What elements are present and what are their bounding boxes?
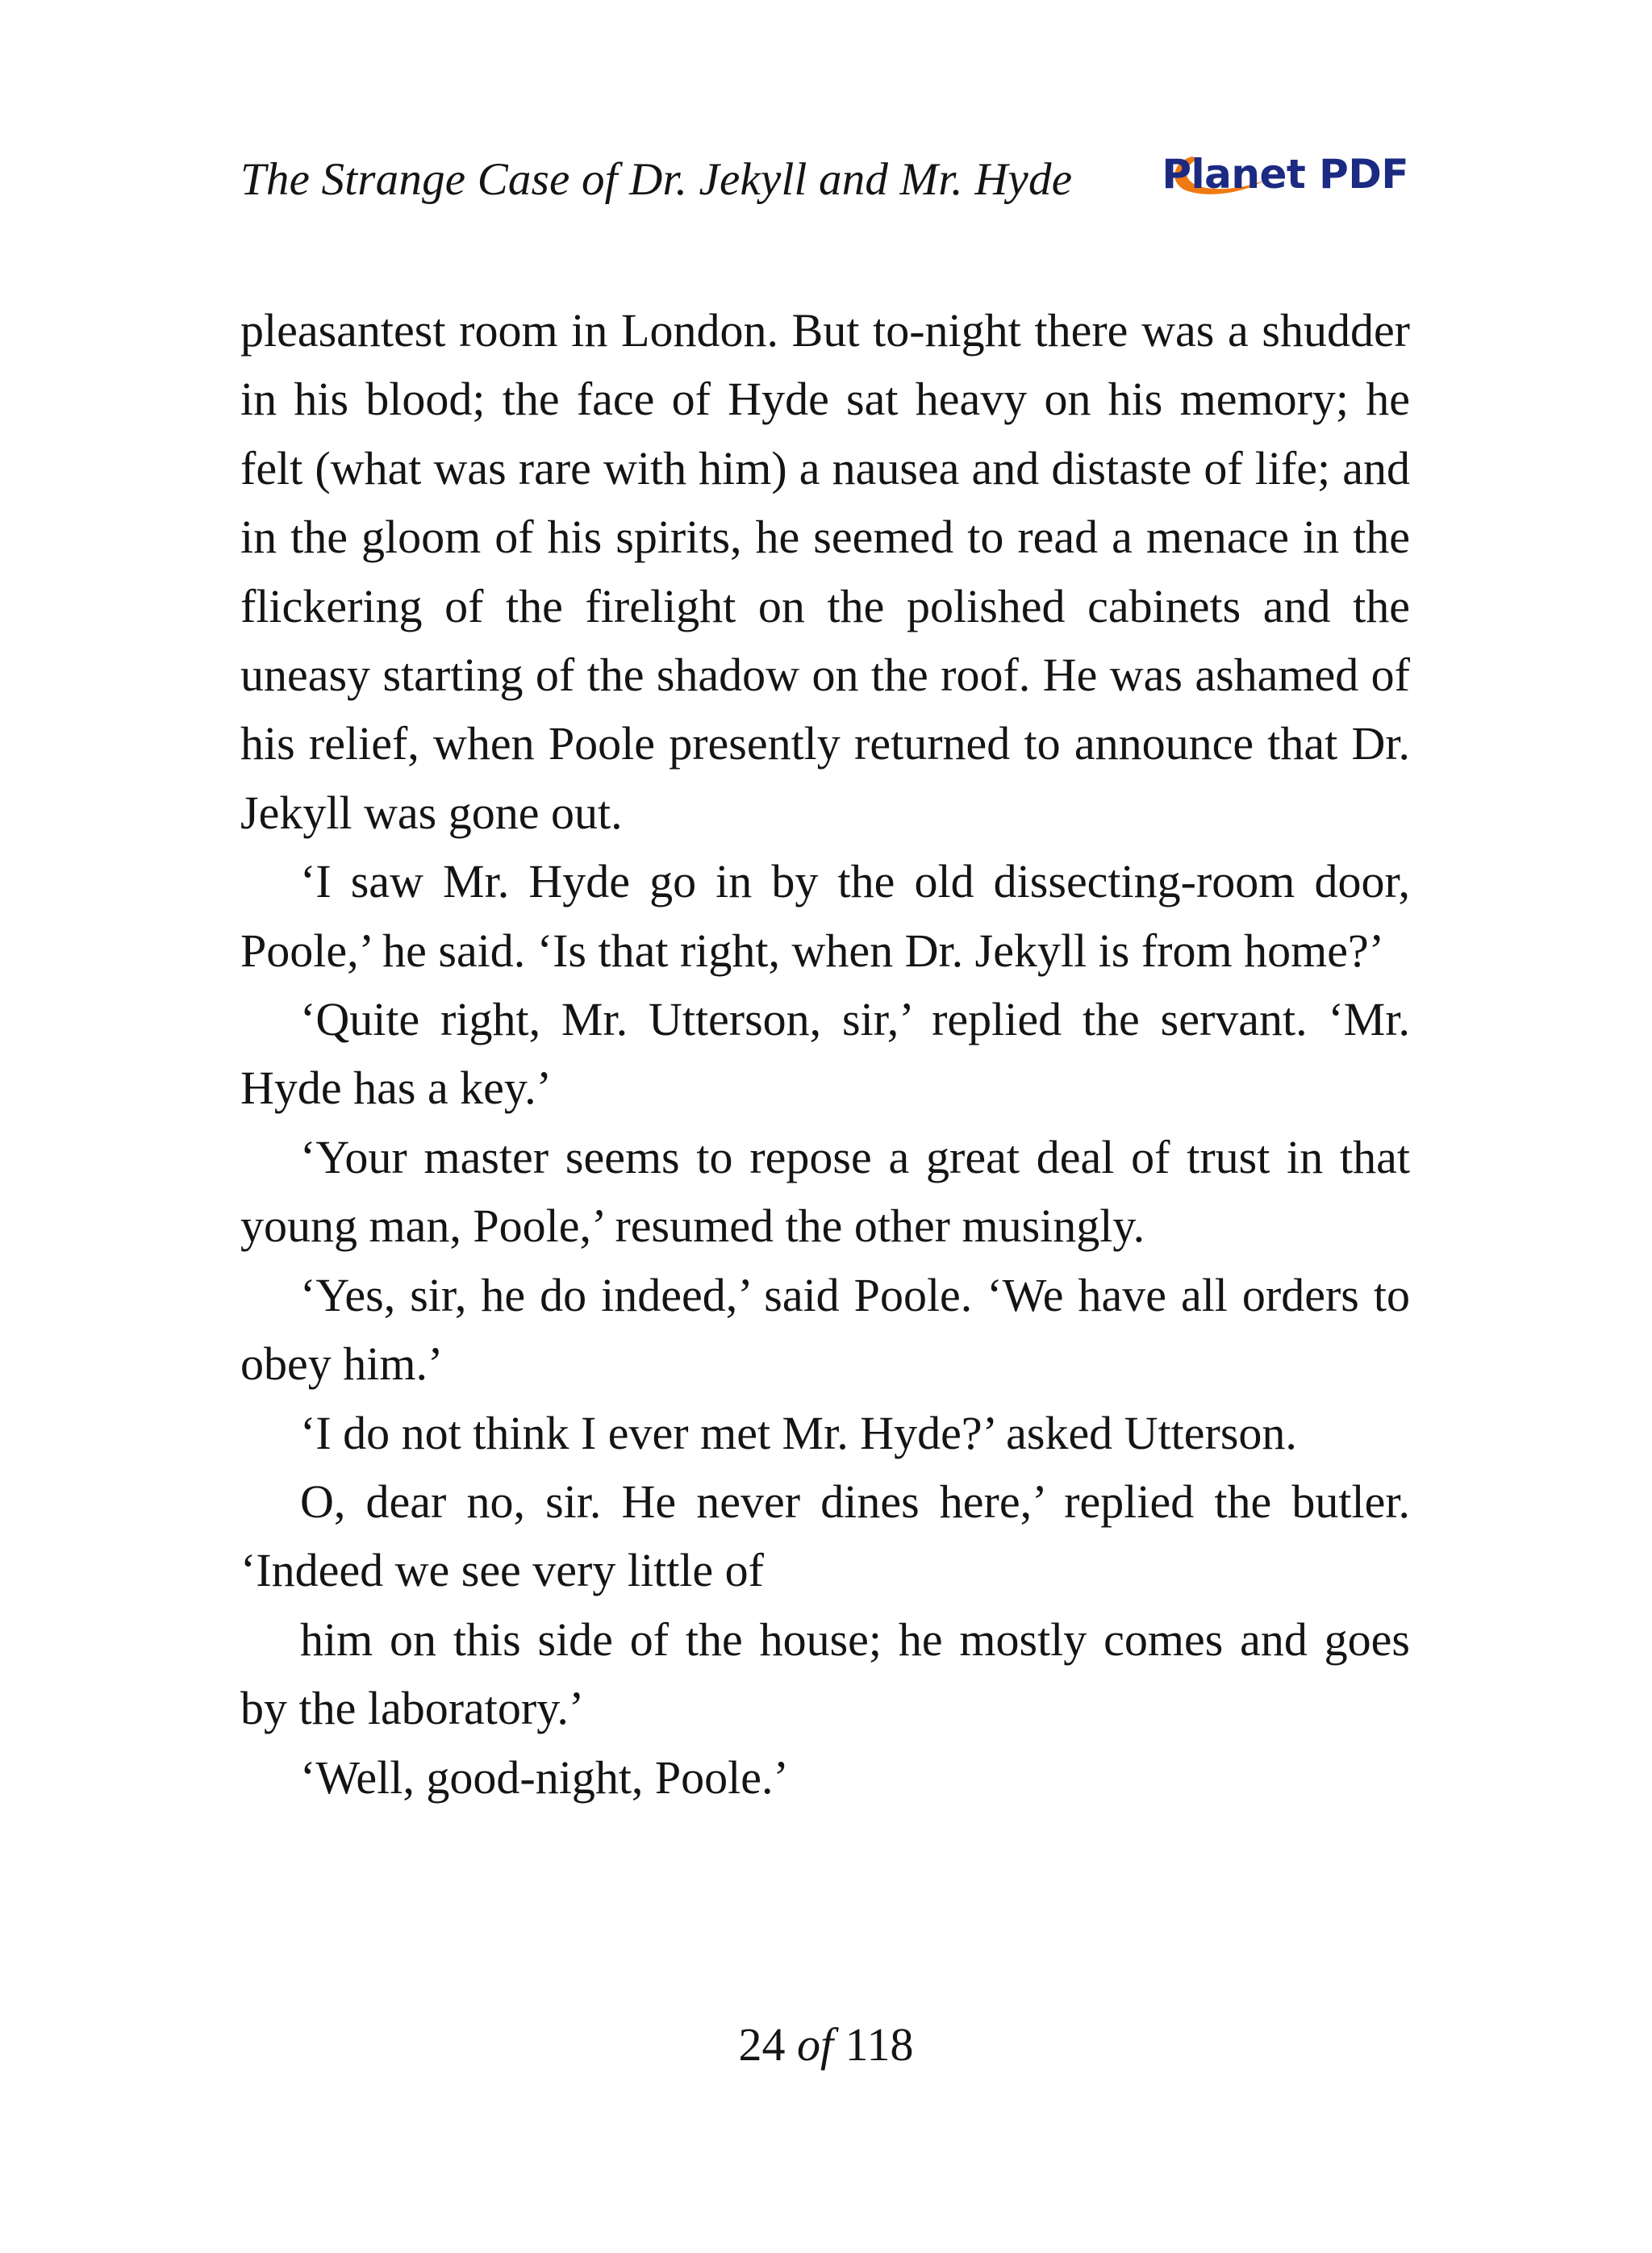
paragraph: ‘I do not think I ever met Mr. Hyde?’ asked Utterson. <box>300 1406 1297 1459</box>
total-pages: 118 <box>845 2018 914 2071</box>
current-page: 24 <box>738 2018 786 2071</box>
book-title: The Strange Case of Dr. Jekyll and Mr. Hyde <box>240 154 1073 205</box>
planet-pdf-logo <box>1162 145 1410 210</box>
paragraph: O, dear no, sir. He never dines here,’ replied the butler. ‘Indeed we see very little of <box>240 1475 1410 1597</box>
paragraph: ‘I saw Mr. Hyde go in by the old dissecting-room door, Poole,’ he said. ‘Is that right, when Dr. Jekyll is from home?’ <box>240 855 1410 977</box>
paragraph: him on this side of the house; he mostly comes and goes by the laboratory.’ <box>240 1613 1410 1735</box>
paragraph: ‘Yes, sir, he do indeed,’ said Poole. ‘We have all orders to obey him.’ <box>240 1268 1410 1391</box>
page-number <box>0 2017 1652 2073</box>
logo-text: Planet PDF <box>1162 151 1408 198</box>
page-header <box>240 145 1410 218</box>
paragraph: pleasantest room in London. But to-night there was a shudder in his blood; the face of Hyde sat heavy on his memory; he felt (what was rare with him) a nausea and distaste of life; and in the gloom of his spirits, he seemed to read a menace in the flickering of the firelight on the polished cabinets and the uneasy starting of the shadow on the roof. He was ashamed of his relief, when Poole presently returned to announce that Dr. Jekyll was gone out. <box>240 304 1410 839</box>
page-body <box>240 296 1410 1812</box>
paragraph: ‘Well, good-night, Poole.’ <box>300 1750 789 1804</box>
paragraph: ‘Quite right, Mr. Utterson, sir,’ replied the servant. ‘Mr. Hyde has a key.’ <box>240 993 1410 1115</box>
paragraph: ‘Your master seems to repose a great deal of trust in that young man, Poole,’ resumed the other musingly. <box>240 1130 1410 1253</box>
page-of-label: of <box>797 2018 834 2071</box>
